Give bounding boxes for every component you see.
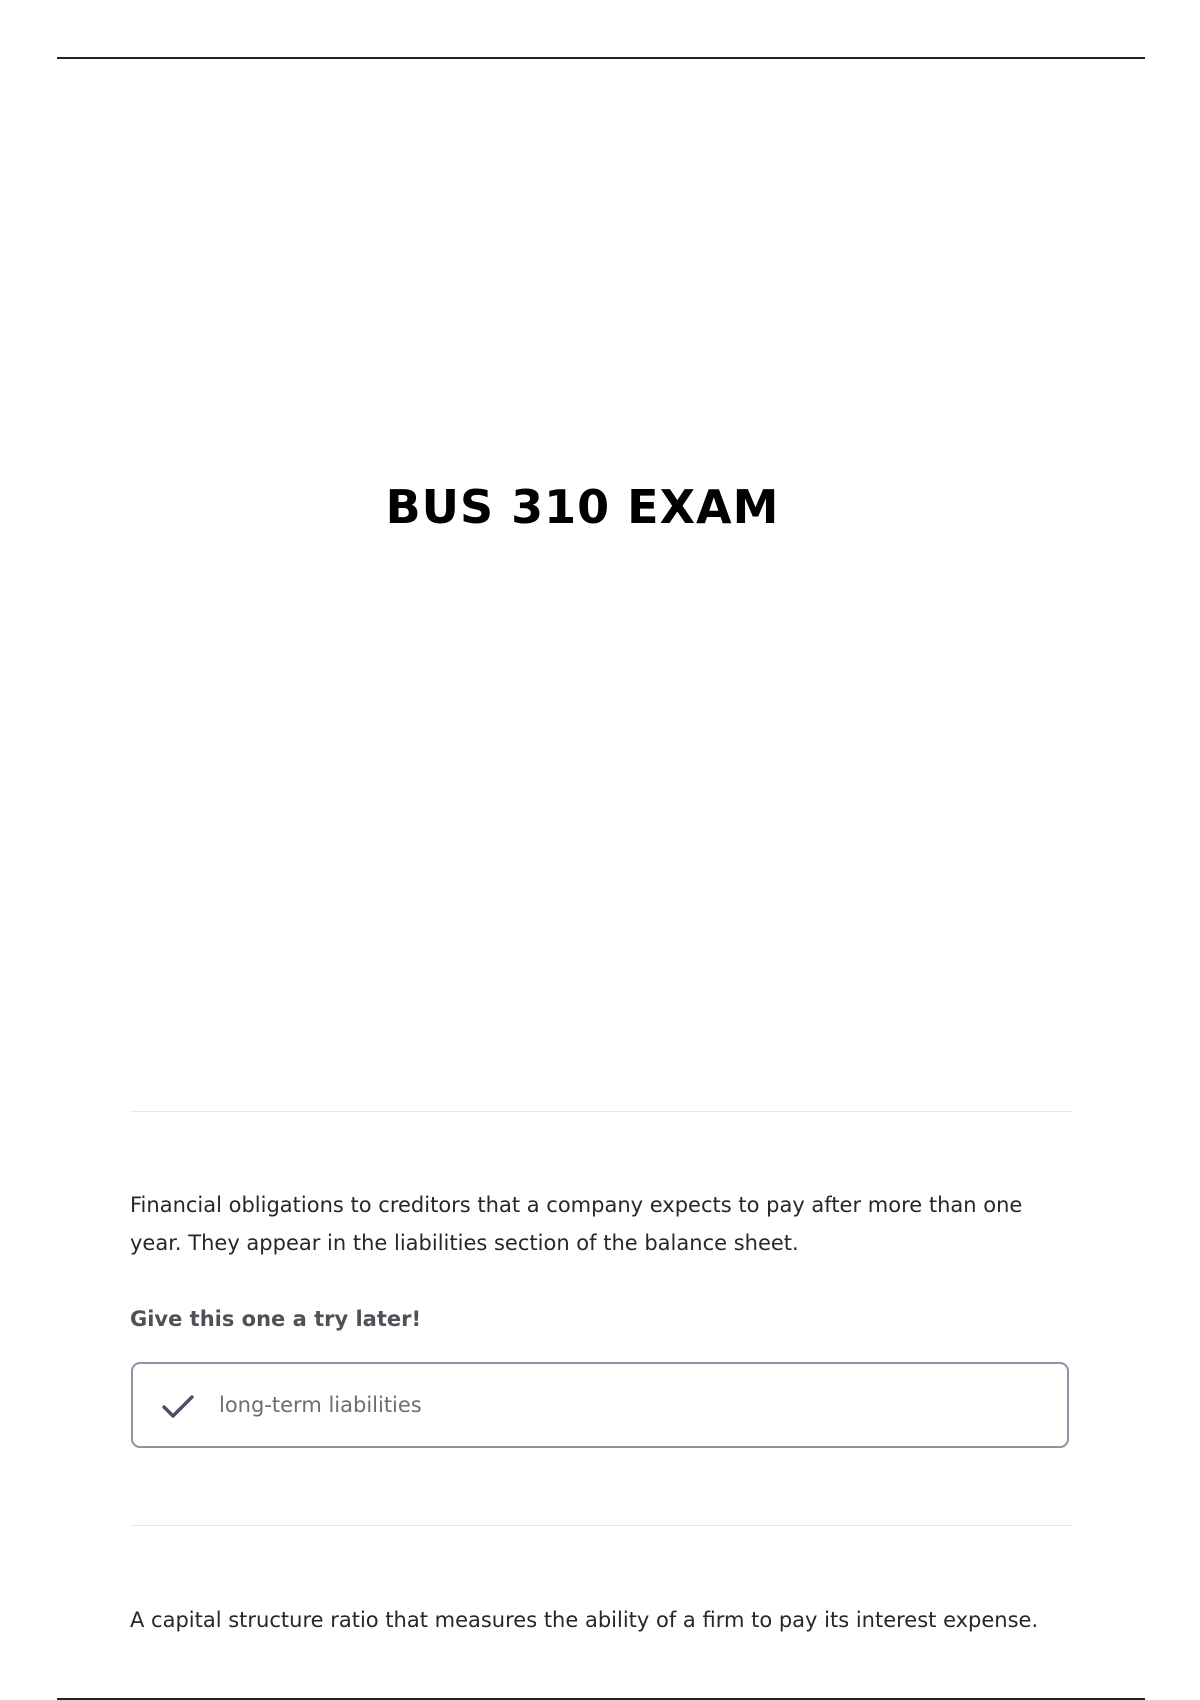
document-title: BUS 310 EXAM (385, 479, 780, 534)
answer-option[interactable] (131, 1362, 1069, 1448)
card-divider (130, 1111, 1072, 1112)
answer-label: long-term liabilities (219, 1393, 422, 1417)
checkmark-icon (161, 1394, 195, 1420)
page-top-rule (57, 57, 1145, 59)
card-prompt: Financial obligations to creditors that a company expects to pay after more than one year. They appear in the liabilities section of the balance sheet. (130, 1193, 1023, 1255)
hint-text: Give this one a try later! (130, 1307, 422, 1331)
card-prompt: A capital structure ratio that measures the ability of a firm to pay its interest expense. (130, 1608, 1039, 1632)
card-divider (130, 1525, 1072, 1526)
